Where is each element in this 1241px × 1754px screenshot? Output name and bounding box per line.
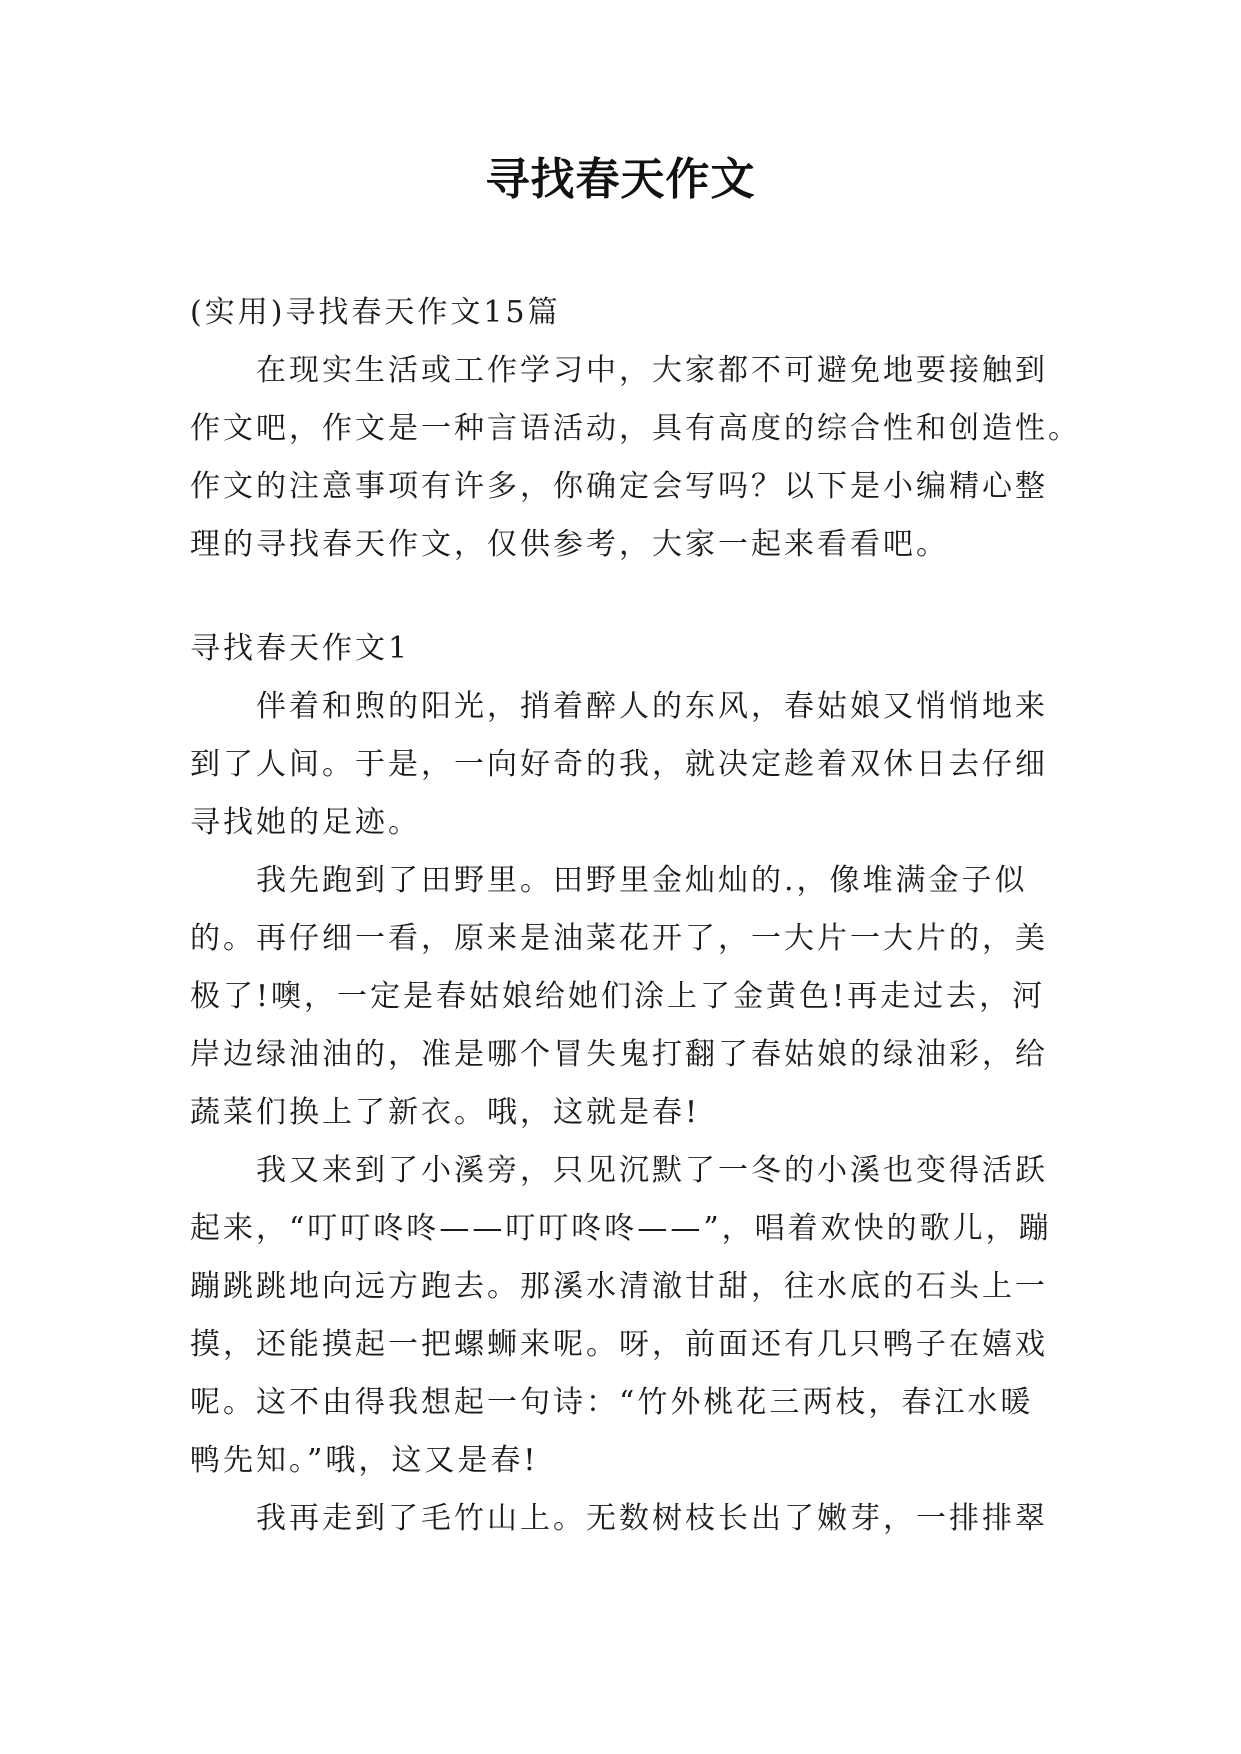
text-line: 的。再仔细一看，原来是油菜花开了，一大片一大片的，美 <box>190 921 1048 956</box>
text-line: 蹦跳跳地向远方跑去。那溪水清澈甘甜，往水底的石头上一 <box>190 1269 1048 1304</box>
text-line: 理的寻找春天作文，仅供参考，大家一起来看看吧。 <box>190 527 949 562</box>
text-line: 伴着和煦的阳光，捎着醉人的东风，春姑娘又悄悄地来 <box>190 689 1048 724</box>
text-line: 蔬菜们换上了新衣。哦，这就是春! <box>190 1095 701 1130</box>
document-title: 寻找春天作文 <box>485 154 756 205</box>
text-line: 极了!噢，一定是春姑娘给她们涂上了金黄色!再走过去，河 <box>190 979 1046 1014</box>
text-line: 作文吧，作文是一种言语活动，具有高度的综合性和创造性。 <box>190 411 1081 446</box>
text-line: 到了人间。于是，一向好奇的我，就决定趁着双休日去仔细 <box>190 747 1048 782</box>
text-line: 我先跑到了田野里。田野里金灿灿的.，像堆满金子似 <box>190 863 1028 898</box>
intro-paragraph <box>190 342 1081 574</box>
document-subtitle: (实用)寻找春天作文15篇 <box>190 295 561 330</box>
paragraph <box>190 1142 1052 1490</box>
text-line: 我再走到了毛竹山上。无数树枝长出了嫩芽，一排排翠 <box>190 1501 1048 1536</box>
document-body <box>190 284 1081 1548</box>
text-line: 摸，还能摸起一把螺蛳来呢。呀，前面还有几只鸭子在嬉戏 <box>190 1327 1048 1362</box>
text-line: 岸边绿油油的，准是哪个冒失鬼打翻了春姑娘的绿油彩，给 <box>190 1037 1048 1072</box>
section-heading: 寻找春天作文1 <box>190 631 411 666</box>
paragraph <box>190 678 1052 852</box>
text-line: 起来，“叮叮咚咚——叮叮咚咚——”，唱着欢快的歌儿，蹦 <box>190 1211 1052 1246</box>
text-line: 呢。这不由得我想起一句诗：“竹外桃花三两枝，春江水暖 <box>190 1385 1034 1420</box>
paragraph <box>190 852 1052 1142</box>
text-line: 作文的注意事项有许多，你确定会写吗？以下是小编精心整 <box>190 469 1048 504</box>
text-line: 在现实生活或工作学习中，大家都不可避免地要接触到 <box>190 353 1048 388</box>
paragraph <box>190 1490 1052 1548</box>
spacer <box>190 574 1052 620</box>
text-line: 我又来到了小溪旁，只见沉默了一冬的小溪也变得活跃 <box>190 1153 1048 1188</box>
text-line: 寻找她的足迹。 <box>190 805 421 840</box>
text-line: 鸭先知。”哦，这又是春! <box>190 1443 539 1478</box>
